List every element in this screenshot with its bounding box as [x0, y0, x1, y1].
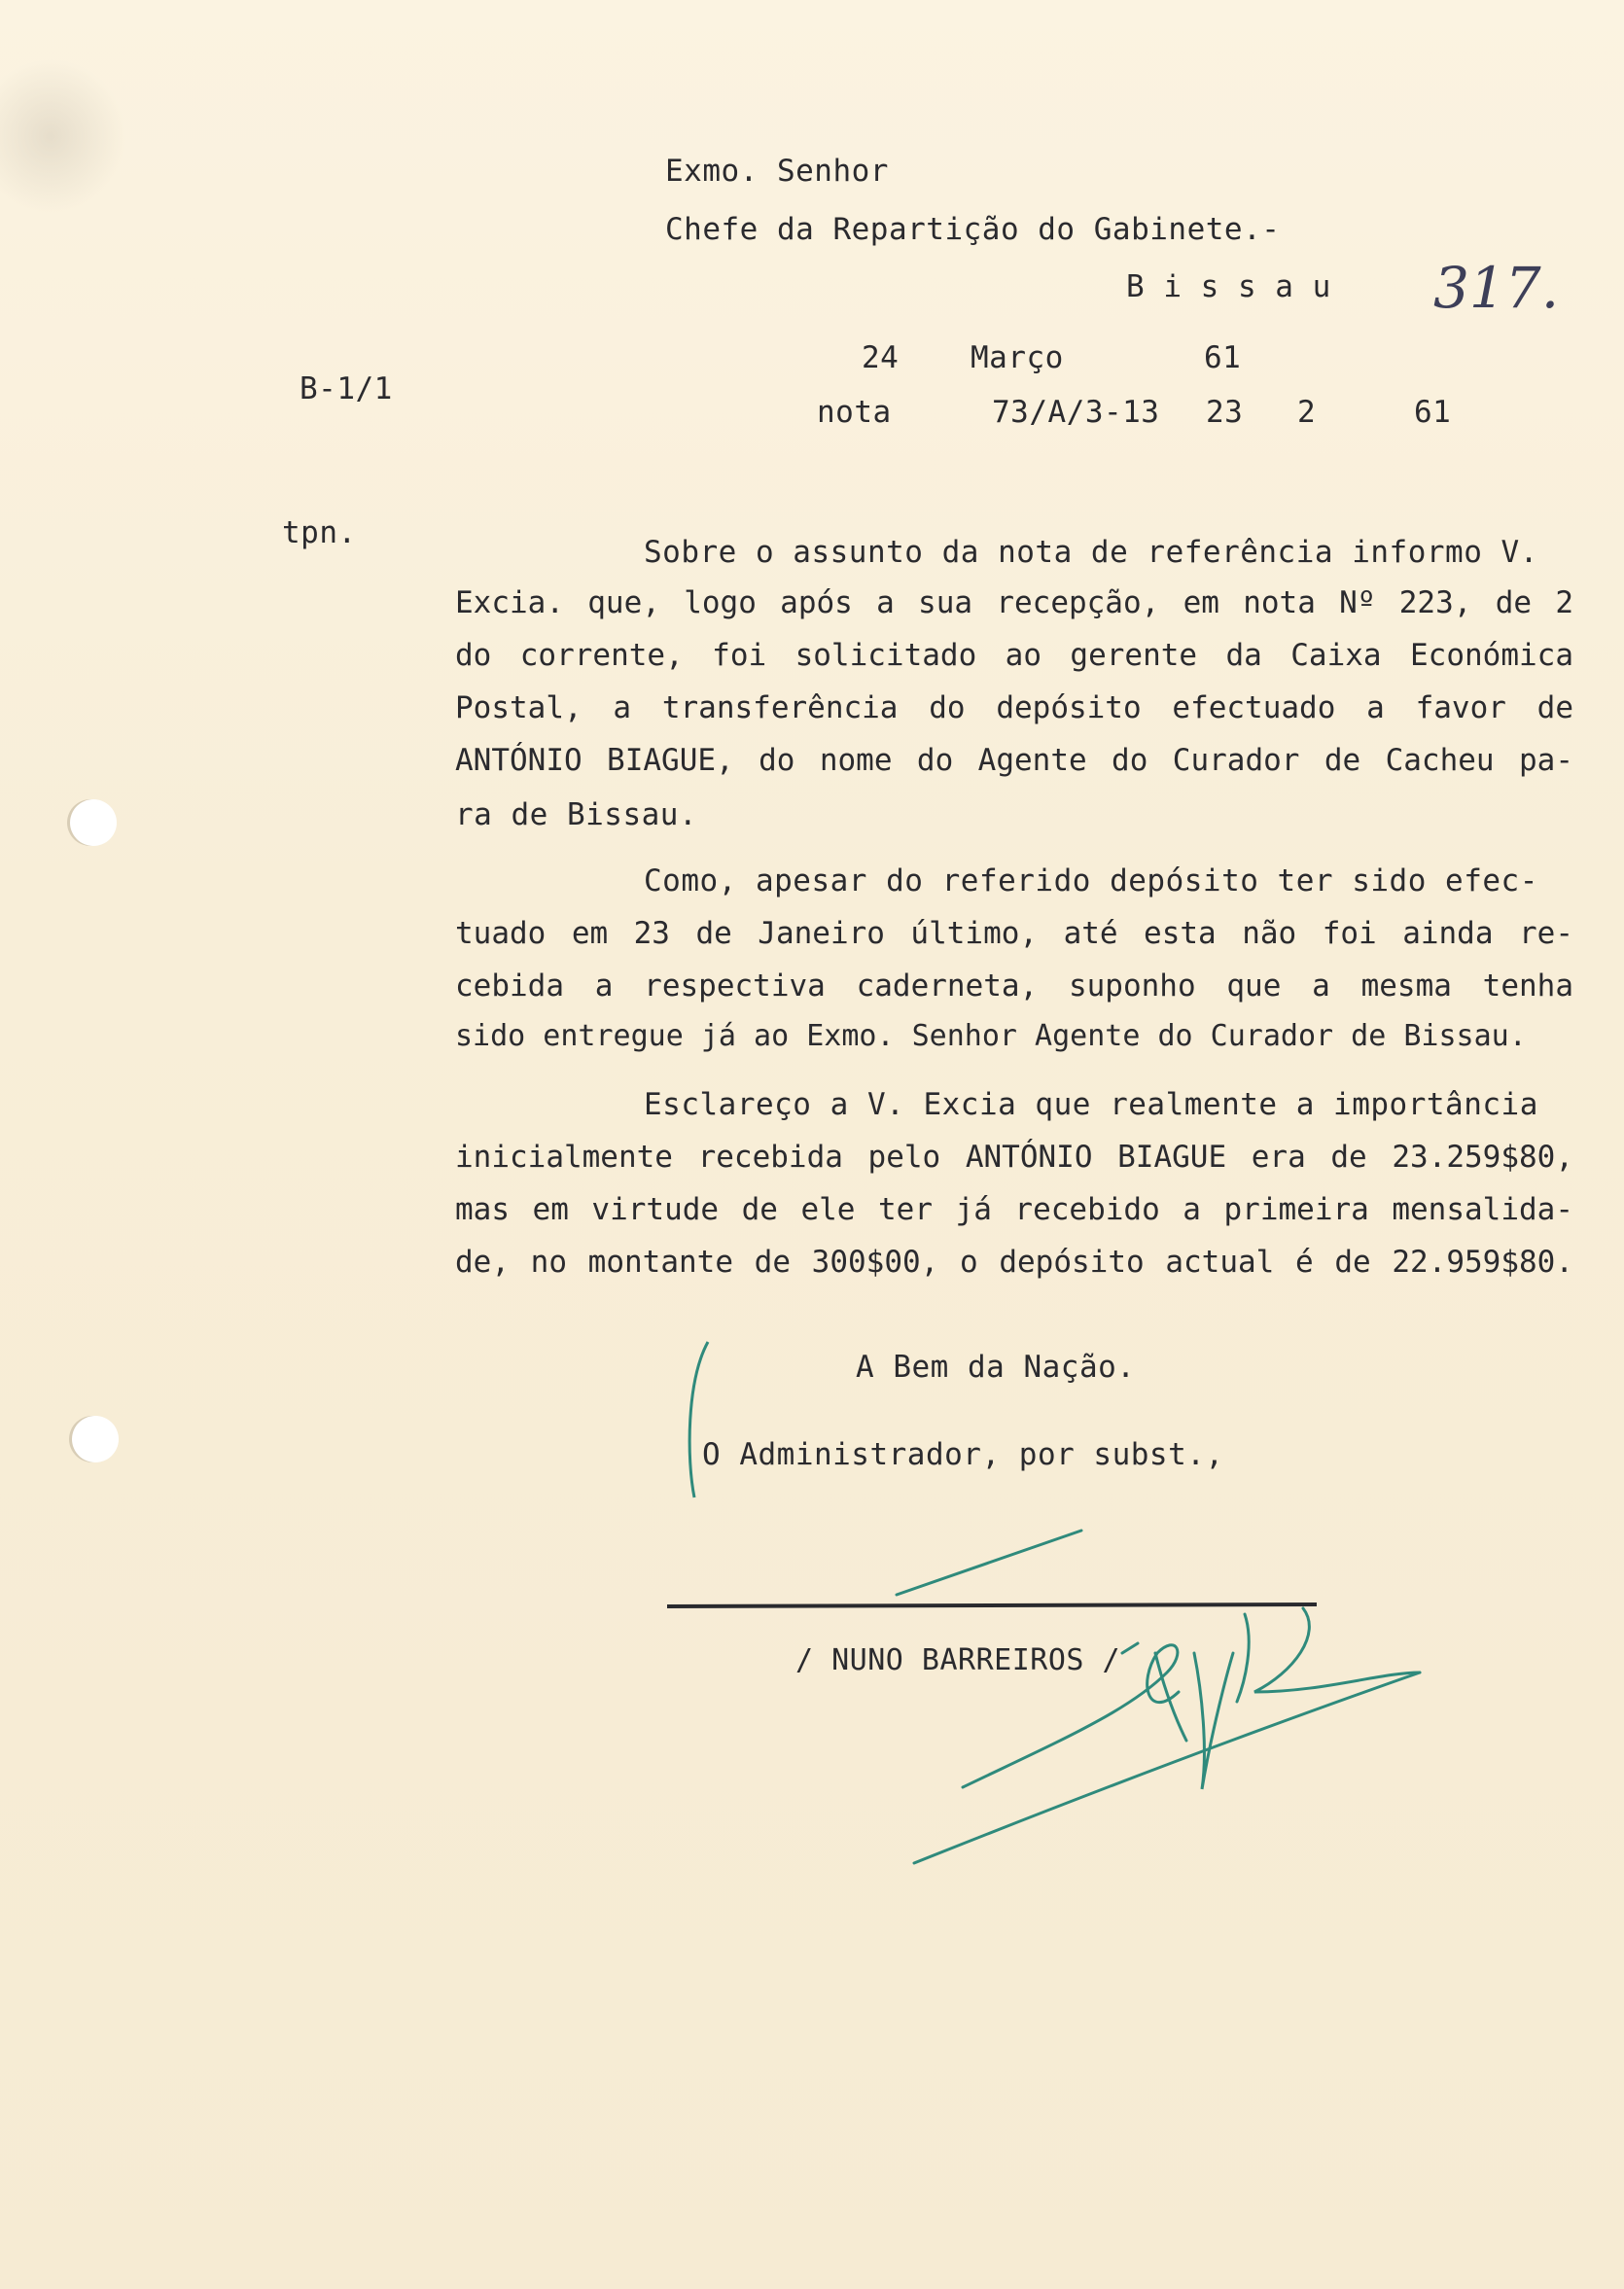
addressee-title: Chefe da Repartição do Gabinete.- — [665, 212, 1281, 247]
body-line: Sobre o assunto da nota de referência informo V. — [644, 535, 1538, 570]
reference-year: 61 — [1414, 395, 1452, 430]
signature — [897, 1531, 1420, 1863]
body-line: sido entregue já ao Exmo. Senhor Agente do Curador de Bissau. — [455, 1019, 1527, 1053]
signature-rule — [667, 1604, 1317, 1606]
body-line: Excia. que, logo após a sua recepção, em nota Nº 223, de 2 — [455, 585, 1573, 620]
body-line: inicialmente recebida pelo ANTÓNIO BIAGUE era de 23.259$80, — [455, 1140, 1573, 1175]
body-line: ANTÓNIO BIAGUE, do nome do Agente do Curador de Cacheu pa- — [455, 743, 1573, 778]
body-line: Como, apesar do referido depósito ter sido efec- — [644, 863, 1538, 898]
signatory-name: / NUNO BARREIROS / — [795, 1643, 1121, 1677]
body-line: ra de Bissau. — [455, 797, 698, 832]
signatory-role: O Administrador, por subst., — [702, 1437, 1224, 1472]
body-line: de, no montante de 300$00, o depósito actual é de 22.959$80. — [455, 1245, 1573, 1280]
margin-reference: B-1/1 — [300, 371, 393, 406]
addressee-salutation: Exmo. Senhor — [665, 154, 889, 189]
date-year: 61 — [1204, 340, 1242, 375]
reference-label: nota — [817, 395, 892, 430]
closing-salutation: A Bem da Nação. — [856, 1350, 1136, 1385]
date-day: 24 — [862, 340, 900, 375]
reference-day: 23 — [1206, 395, 1244, 430]
reference-number: 73/A/3-13 — [992, 395, 1160, 430]
reference-month: 2 — [1297, 395, 1317, 430]
typist-initials: tpn. — [282, 515, 357, 550]
margin-bracket — [689, 1342, 708, 1497]
body-line: tuado em 23 de Janeiro último, até esta não foi ainda re- — [455, 916, 1573, 951]
body-line: cebida a respectiva caderneta, suponho que a mesma tenha — [455, 968, 1573, 1004]
date-month: Março — [971, 340, 1064, 375]
folio-number: 317. — [1433, 255, 1560, 321]
body-line: do corrente, foi solicitado ao gerente da Caixa Económica — [455, 638, 1573, 673]
addressee-city: B i s s a u — [1126, 269, 1331, 304]
body-line: mas em virtude de ele ter já recebido a primeira mensalida- — [455, 1192, 1573, 1227]
body-line: Esclareço a V. Excia que realmente a importância — [644, 1087, 1538, 1122]
body-line: Postal, a transferência do depósito efectuado a favor de — [455, 690, 1573, 725]
